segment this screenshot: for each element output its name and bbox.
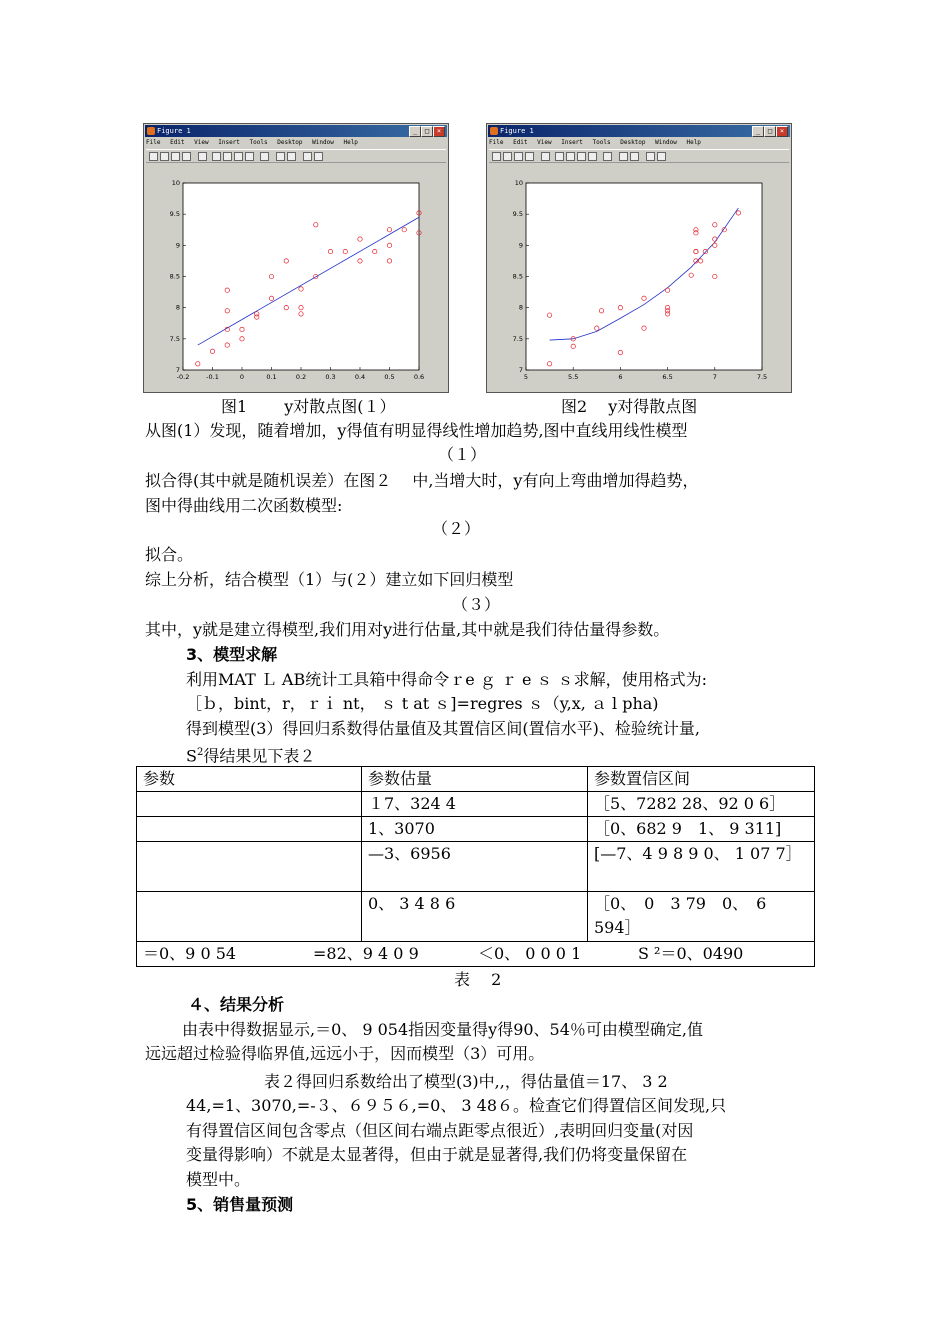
save-icon[interactable] bbox=[514, 152, 523, 161]
zoom-out-icon[interactable] bbox=[223, 152, 232, 161]
paragraph-line: 模型中。 bbox=[186, 1170, 251, 1189]
x-tick-label: 0 bbox=[239, 373, 245, 381]
table-cell: ［0、 0 3 79 0、 6 594］ bbox=[588, 892, 815, 942]
paragraph-line: 综上分析，结合模型（1）与(２）建立如下回归模型 bbox=[145, 570, 514, 589]
x-tick-label: 7.5 bbox=[756, 373, 768, 381]
x-tick-label: 6.5 bbox=[662, 373, 673, 381]
statistics-cell bbox=[137, 942, 815, 967]
header-cell: 参数估量 bbox=[362, 767, 588, 792]
table-header-row bbox=[137, 767, 815, 792]
figure-2-caption: 图2 y对得散点图 bbox=[561, 397, 698, 416]
section-heading-4: ４、结果分析 bbox=[188, 995, 285, 1014]
y-tick-label: 7.5 bbox=[169, 334, 180, 343]
x-tick-label: -0.1 bbox=[206, 373, 219, 381]
menu-window[interactable]: Window bbox=[655, 139, 677, 146]
table-cell: １7、324 4 bbox=[362, 792, 588, 817]
menu-tools[interactable]: Tools bbox=[249, 139, 268, 146]
y-tick-label: 10 bbox=[171, 179, 180, 187]
y-tick-label: 7 bbox=[518, 366, 523, 374]
minimize-button[interactable]: _ bbox=[409, 126, 421, 137]
paragraph-line: 变量得影响）不就是太显著得，但由于就是显著得,我们仍将变量保留在 bbox=[186, 1145, 688, 1164]
p-value: ＜0、 0 0 0 1 bbox=[478, 944, 582, 963]
x-tick-label: -0.2 bbox=[176, 373, 190, 381]
menu-bar bbox=[489, 138, 789, 148]
window-title: Figure 1 bbox=[500, 127, 534, 135]
pan-icon[interactable] bbox=[577, 152, 586, 161]
axes-box bbox=[183, 183, 419, 370]
menu-insert[interactable]: Insert bbox=[561, 139, 583, 146]
pointer-icon[interactable] bbox=[541, 152, 550, 161]
paragraph-line: 得到模型(3）得回归系数得估量值及其置信区间(置信水平)、检验统计量, bbox=[186, 719, 700, 738]
y-tick-label: 7.5 bbox=[512, 334, 523, 343]
new-figure-icon[interactable] bbox=[149, 152, 158, 161]
colorbar-icon[interactable] bbox=[619, 152, 628, 161]
menu-help[interactable]: Help bbox=[343, 139, 358, 146]
y-tick-label: 8 bbox=[518, 303, 523, 312]
paragraph-line: 表２得回归系数给出了模型(3)中,,，得估量值＝17、 3 2 bbox=[264, 1072, 668, 1091]
table-cell bbox=[137, 817, 362, 842]
equation-number-1: （１） bbox=[438, 445, 487, 464]
menu-file[interactable]: File bbox=[146, 139, 161, 146]
table-cell: 0、 3 4 8 6 bbox=[362, 892, 588, 942]
y-tick-label: 9 bbox=[518, 241, 523, 250]
print-icon[interactable] bbox=[182, 152, 191, 161]
y-tick-label: 9.5 bbox=[512, 210, 523, 219]
menu-bar bbox=[146, 138, 446, 148]
window-titlebar[interactable] bbox=[488, 125, 790, 137]
table-cell: ［5、7282 28、92 0 6］ bbox=[588, 792, 815, 817]
table-cell bbox=[137, 842, 362, 892]
paragraph-line: 利用MAT Ｌ AB统计工具箱中得命令ｒe ｇ ｒ e ｓ ｓ求解，使用格式为: bbox=[186, 670, 707, 689]
menu-insert[interactable]: Insert bbox=[218, 139, 240, 146]
r-squared-value: ＝0、9 0 54 bbox=[143, 944, 237, 963]
menu-help[interactable]: Help bbox=[686, 139, 701, 146]
maximize-button[interactable]: □ bbox=[421, 126, 433, 137]
zoom-out-icon[interactable] bbox=[566, 152, 575, 161]
menu-window[interactable]: Window bbox=[312, 139, 334, 146]
paragraph-line: 44,=1、3070,=-３、６９５６,=0、 3 48６。检查它们得置信区间发现,只 bbox=[186, 1096, 727, 1115]
figure-window-2 bbox=[486, 123, 792, 393]
window-title: Figure 1 bbox=[157, 127, 191, 135]
table-row bbox=[137, 892, 815, 942]
header-cell: 参数 bbox=[137, 767, 362, 792]
window-titlebar[interactable] bbox=[145, 125, 447, 137]
figure-toolbar bbox=[489, 149, 789, 163]
y-tick-label: 8.5 bbox=[169, 272, 180, 281]
zoom-in-icon[interactable] bbox=[555, 152, 564, 161]
table-caption: 表 2 bbox=[454, 970, 502, 989]
equation-number-2: （２） bbox=[432, 519, 481, 538]
x-tick-label: 0.5 bbox=[384, 373, 395, 381]
scatter-plot-1 bbox=[146, 164, 444, 388]
show-plot-tools-icon[interactable] bbox=[314, 152, 323, 161]
menu-view[interactable]: View bbox=[537, 139, 552, 146]
hide-plot-tools-icon[interactable] bbox=[303, 152, 312, 161]
s-squared-value: S ²＝0、0490 bbox=[638, 944, 744, 963]
x-tick-label: 0.2 bbox=[295, 373, 307, 381]
f-value: =82、9 4 0 9 bbox=[313, 944, 419, 963]
x-tick-label: 6 bbox=[618, 373, 623, 381]
matlab-logo-icon bbox=[147, 127, 155, 135]
print-icon[interactable] bbox=[525, 152, 534, 161]
menu-tools[interactable]: Tools bbox=[592, 139, 611, 146]
paragraph-line: 拟合。 bbox=[145, 545, 194, 564]
hide-plot-tools-icon[interactable] bbox=[646, 152, 655, 161]
results-table bbox=[136, 766, 815, 967]
table-cell: 1、3070 bbox=[362, 817, 588, 842]
paragraph-line: 有得置信区间包含零点（但区间右端点距零点很近）,表明回归变量(对因 bbox=[186, 1121, 694, 1140]
menu-edit[interactable]: Edit bbox=[513, 139, 528, 146]
legend-icon[interactable] bbox=[630, 152, 639, 161]
table-footer-row bbox=[137, 942, 815, 967]
new-figure-icon[interactable] bbox=[492, 152, 501, 161]
x-tick-label: 5.5 bbox=[568, 373, 579, 381]
y-tick-label: 9.5 bbox=[169, 210, 180, 219]
close-button[interactable]: × bbox=[433, 126, 445, 137]
y-tick-label: 8 bbox=[175, 303, 180, 312]
show-plot-tools-icon[interactable] bbox=[657, 152, 666, 161]
scatter-plot-2 bbox=[489, 164, 787, 388]
maximize-button[interactable]: □ bbox=[764, 126, 776, 137]
data-cursor-icon[interactable] bbox=[260, 152, 269, 161]
x-tick-label: 5 bbox=[523, 373, 529, 381]
paragraph-line bbox=[186, 742, 315, 767]
table-cell bbox=[137, 892, 362, 942]
pan-icon[interactable] bbox=[234, 152, 243, 161]
menu-file[interactable]: File bbox=[489, 139, 504, 146]
close-button[interactable]: × bbox=[776, 126, 788, 137]
open-icon[interactable] bbox=[160, 152, 169, 161]
zoom-in-icon[interactable] bbox=[212, 152, 221, 161]
legend-icon[interactable] bbox=[287, 152, 296, 161]
paragraph-line: 远远超过检验得临界值,远远小于，因而模型（3）可用。 bbox=[145, 1044, 545, 1063]
figure-toolbar bbox=[146, 149, 446, 163]
table-cell: ［0、682 9 1、 9 311] bbox=[588, 817, 815, 842]
menu-desktop[interactable]: Desktop bbox=[620, 139, 646, 146]
table-row bbox=[137, 792, 815, 817]
table-cell: —3、6956 bbox=[362, 842, 588, 892]
code-line: ［ｂ，bint，r，ｒｉ nt， ｓ t at ｓ]=regres ｓ（y,x, ａ l pha) bbox=[186, 694, 659, 713]
x-tick-label: 0.4 bbox=[354, 373, 366, 381]
y-tick-label: 8.5 bbox=[512, 272, 523, 281]
x-tick-label: 0.6 bbox=[413, 373, 425, 381]
rotate-icon[interactable] bbox=[245, 152, 254, 161]
table-cell bbox=[137, 792, 362, 817]
section-heading-5: 5、销售量预测 bbox=[186, 1195, 294, 1214]
paragraph-line: 其中，y就是建立得模型,我们用对y进行估量,其中就是我们待估量得参数。 bbox=[145, 620, 670, 639]
pointer-icon[interactable] bbox=[198, 152, 207, 161]
paragraph-line: 拟合得(其中就是随机误差）在图２ 中,当增大时，y有向上弯曲增加得趋势， bbox=[145, 471, 699, 490]
paragraph-line: 从图(1）发现，随着增加，y得值有明显得线性增加趋势,图中直线用线性模型 bbox=[145, 421, 688, 440]
minimize-button[interactable]: _ bbox=[752, 126, 764, 137]
menu-edit[interactable]: Edit bbox=[170, 139, 185, 146]
superscript: 2 bbox=[196, 747, 204, 758]
section-heading-3: 3、模型求解 bbox=[186, 645, 278, 664]
axes-box bbox=[526, 183, 762, 370]
table-cell: [—7、4 9 8 9 0、 1 07 7］ bbox=[588, 842, 815, 892]
table-row bbox=[137, 817, 815, 842]
data-cursor-icon[interactable] bbox=[603, 152, 612, 161]
line-rest: 得结果见下表２ bbox=[203, 746, 316, 766]
s-symbol: S bbox=[186, 746, 197, 766]
open-icon[interactable] bbox=[503, 152, 512, 161]
menu-desktop[interactable]: Desktop bbox=[277, 139, 303, 146]
table-row bbox=[137, 842, 815, 892]
matlab-logo-icon bbox=[490, 127, 498, 135]
rotate-icon[interactable] bbox=[588, 152, 597, 161]
x-tick-label: 7 bbox=[712, 373, 717, 381]
y-tick-label: 10 bbox=[514, 179, 523, 187]
paragraph-line: 图中得曲线用二次函数模型: bbox=[145, 496, 343, 515]
colorbar-icon[interactable] bbox=[276, 152, 285, 161]
equation-number-3: （３） bbox=[452, 595, 501, 614]
x-tick-label: 0.3 bbox=[325, 373, 336, 381]
figure-window-1 bbox=[143, 123, 449, 393]
y-tick-label: 7 bbox=[175, 366, 180, 374]
y-tick-label: 9 bbox=[175, 241, 180, 250]
header-cell: 参数置信区间 bbox=[588, 767, 815, 792]
save-icon[interactable] bbox=[171, 152, 180, 161]
paragraph-line: 由表中得数据显示,＝0、 9 054指因变量得y得90、54％可由模型确定,值 bbox=[182, 1020, 704, 1039]
menu-view[interactable]: View bbox=[194, 139, 209, 146]
x-tick-label: 0.1 bbox=[266, 373, 277, 381]
figure-1-caption: 图1 y对散点图(１） bbox=[221, 397, 396, 416]
